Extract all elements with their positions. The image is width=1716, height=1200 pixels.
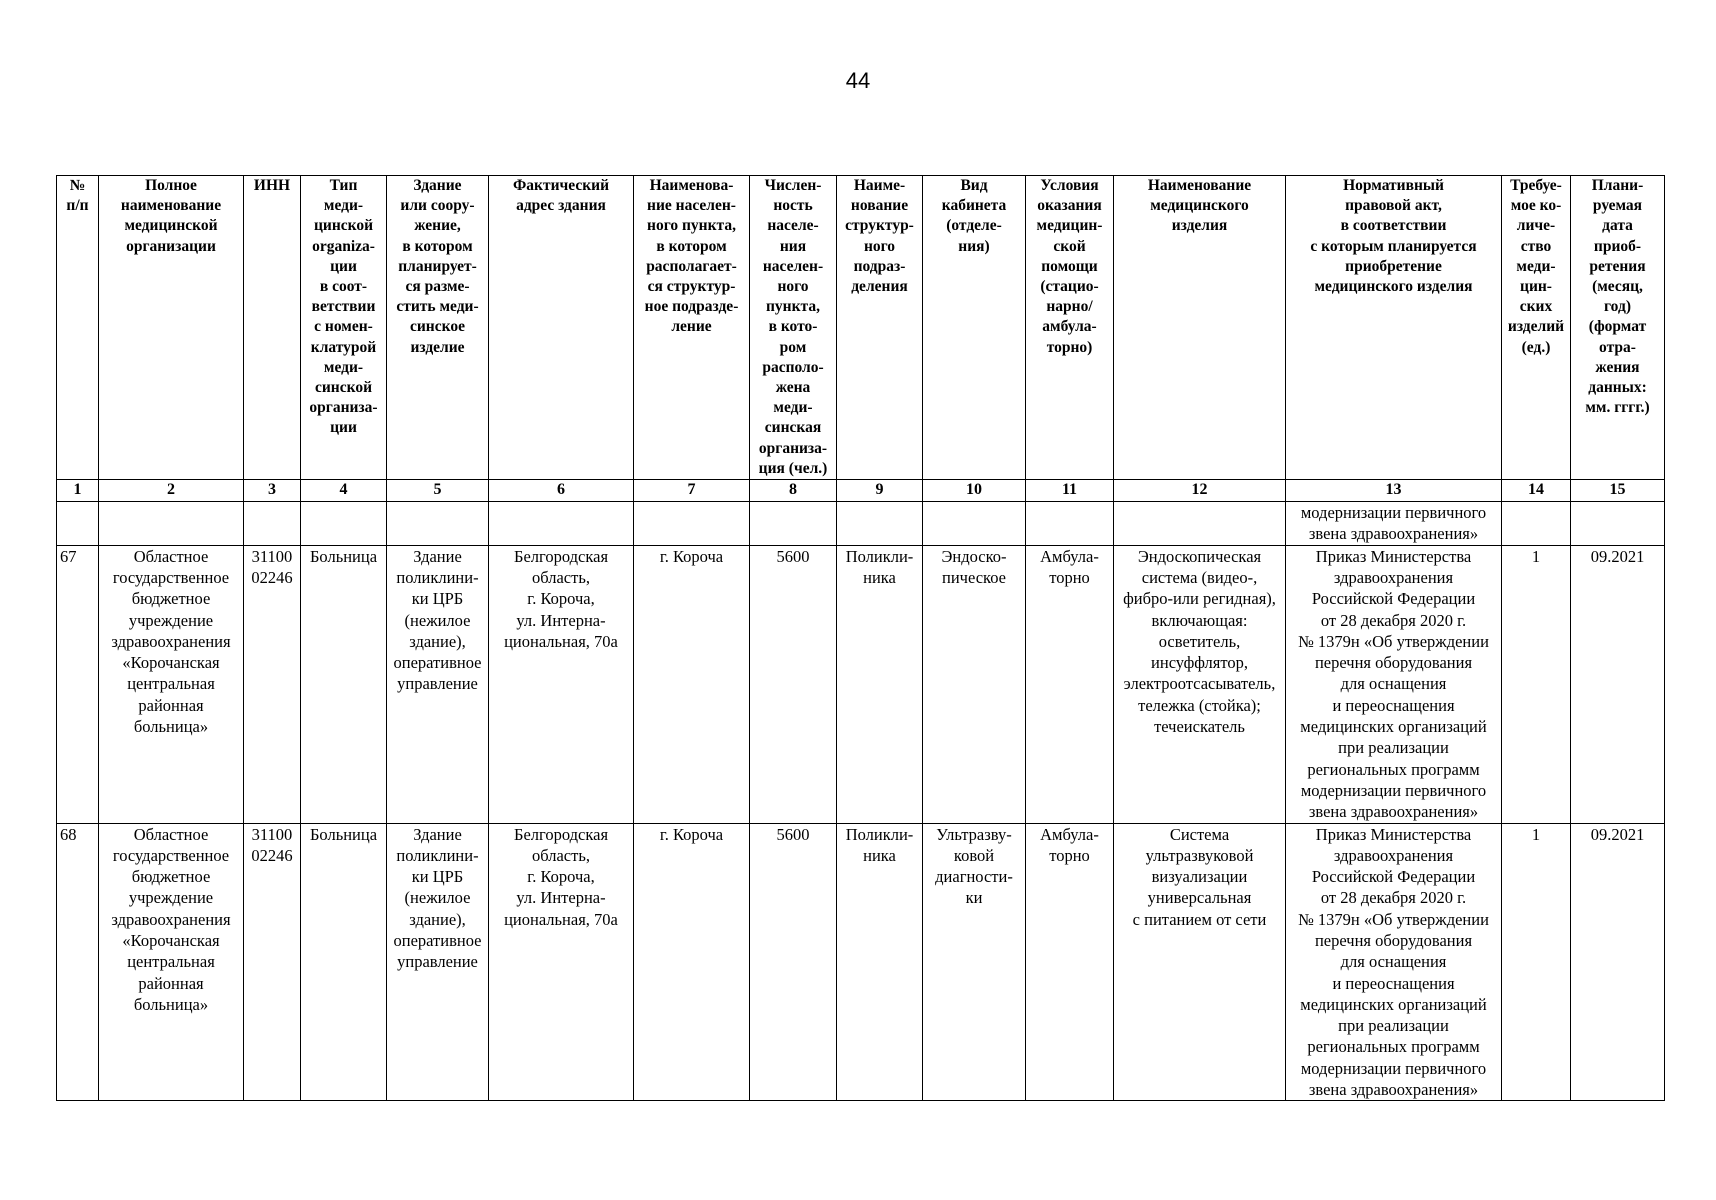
header-cell: Полное наименование медицинской организации: [99, 176, 244, 480]
table-row: [57, 823, 1665, 1101]
unit-name: Поликли- ника: [837, 545, 923, 823]
column-number: 3: [244, 480, 301, 502]
legal-act: Приказ Министерства здравоохранения Российской Федерации от 28 декабря 2020 г. № 1379н «Об утверждении перечня оборудования для оснащения и переоснащения медицинских организаций при реализации региональных программ модернизации первичного звена здравоохранения»: [1286, 823, 1502, 1101]
header-cell: № п/п: [57, 176, 99, 480]
continuation-text: модернизации первичного звена здравоохранения»: [1286, 502, 1502, 546]
medical-devices-table: [56, 175, 1665, 1101]
column-number: 1: [57, 480, 99, 502]
care-conditions: Амбула- торно: [1026, 545, 1114, 823]
purchase-date: 09.2021: [1571, 823, 1665, 1101]
column-number: 11: [1026, 480, 1114, 502]
header-cell: Наименование медицинского изделия: [1114, 176, 1286, 480]
page-number: 44: [845, 68, 871, 93]
building: Здание поликлини- ки ЦРБ (нежилое здание), оперативное управление: [387, 823, 489, 1101]
column-number: 6: [489, 480, 634, 502]
population: 5600: [750, 823, 837, 1101]
continuation-row: [57, 502, 1665, 546]
unit-name: Поликли- ника: [837, 823, 923, 1101]
column-number: 2: [99, 480, 244, 502]
header-cell: Требуе- мое ко- личе- ство меди- цин- ских изделий (ед.): [1502, 176, 1571, 480]
header-cell: ИНН: [244, 176, 301, 480]
org-type: Больница: [301, 823, 387, 1101]
header-cell: Плани- руемая дата приоб- ретения (месяц, год) (формат отра- жения данных: мм. гггг.): [1571, 176, 1665, 480]
column-number: 4: [301, 480, 387, 502]
org-name: Областное государственное бюджетное учреждение здравоохранения «Корочанская центральная районная больница»: [99, 823, 244, 1101]
column-number: 5: [387, 480, 489, 502]
column-number: 13: [1286, 480, 1502, 502]
row-number: 67: [57, 545, 99, 823]
org-type: Больница: [301, 545, 387, 823]
header-row: [57, 176, 1665, 480]
header-cell: Тип меди- цинской organiza- ции в соот- ветствии с номен- клатурой меди- cинской организа- ции: [301, 176, 387, 480]
header-cell: Вид кабинета (отделе- ния): [923, 176, 1026, 480]
population: 5600: [750, 545, 837, 823]
locality: г. Короча: [634, 545, 750, 823]
column-number: 10: [923, 480, 1026, 502]
row-number: 68: [57, 823, 99, 1101]
cabinet-type: Эндоско- пическое: [923, 545, 1026, 823]
address: Белгородская область, г. Короча, ул. Интерна- циональная, 70а: [489, 823, 634, 1101]
header-cell: Наименова- ние населен- ного пункта, в котором располагает- ся структур- ное подразде- ление: [634, 176, 750, 480]
column-number: 15: [1571, 480, 1665, 502]
header-cell: Нормативный правовой акт, в соответствии с которым планируется приобретение медицинского изделия: [1286, 176, 1502, 480]
column-number: 8: [750, 480, 837, 502]
column-number: 14: [1502, 480, 1571, 502]
quantity: 1: [1502, 545, 1571, 823]
purchase-date: 09.2021: [1571, 545, 1665, 823]
header-cell: Условия оказания медицин- ской помощи (стацио- нарно/ амбула- торно): [1026, 176, 1114, 480]
column-number: 9: [837, 480, 923, 502]
column-number: 12: [1114, 480, 1286, 502]
address: Белгородская область, г. Короча, ул. Интерна- циональная, 70а: [489, 545, 634, 823]
cabinet-type: Ультразву- ковой диагности- ки: [923, 823, 1026, 1101]
device-name: Система ультразвуковой визуализации универсальная с питанием от сети: [1114, 823, 1286, 1101]
locality: г. Короча: [634, 823, 750, 1101]
legal-act: Приказ Министерства здравоохранения Российской Федерации от 28 декабря 2020 г. № 1379н «Об утверждении перечня оборудования для оснащения и переоснащения медицинских организаций при реализации региональных программ модернизации первичного звена здравоохранения»: [1286, 545, 1502, 823]
column-number: 7: [634, 480, 750, 502]
building: Здание поликлини- ки ЦРБ (нежилое здание), оперативное управление: [387, 545, 489, 823]
quantity: 1: [1502, 823, 1571, 1101]
header-cell: Фактический адрес здания: [489, 176, 634, 480]
column-number-row: [57, 480, 1665, 502]
header-cell: Числен- ность населе- ния населен- ного пункта, в кото- ром располо- жена меди- cинская организа- ция (чел.): [750, 176, 837, 480]
device-name: Эндоскопическая система (видео-, фибро-или регидная), включающая: осветитель, инсуффлятор, электроотсасыватель, тележка (стойка); течеискатель: [1114, 545, 1286, 823]
inn: 31100 02246: [244, 823, 301, 1101]
care-conditions: Амбула- торно: [1026, 823, 1114, 1101]
header-cell: Здание или соору- жение, в котором планирует- ся разме- стить меди- cинское изделие: [387, 176, 489, 480]
inn: 31100 02246: [244, 545, 301, 823]
org-name: Областное государственное бюджетное учреждение здравоохранения «Корочанская центральная районная больница»: [99, 545, 244, 823]
header-cell: Наиме- нование структур- ного подраз- деления: [837, 176, 923, 480]
table-row: [57, 545, 1665, 823]
